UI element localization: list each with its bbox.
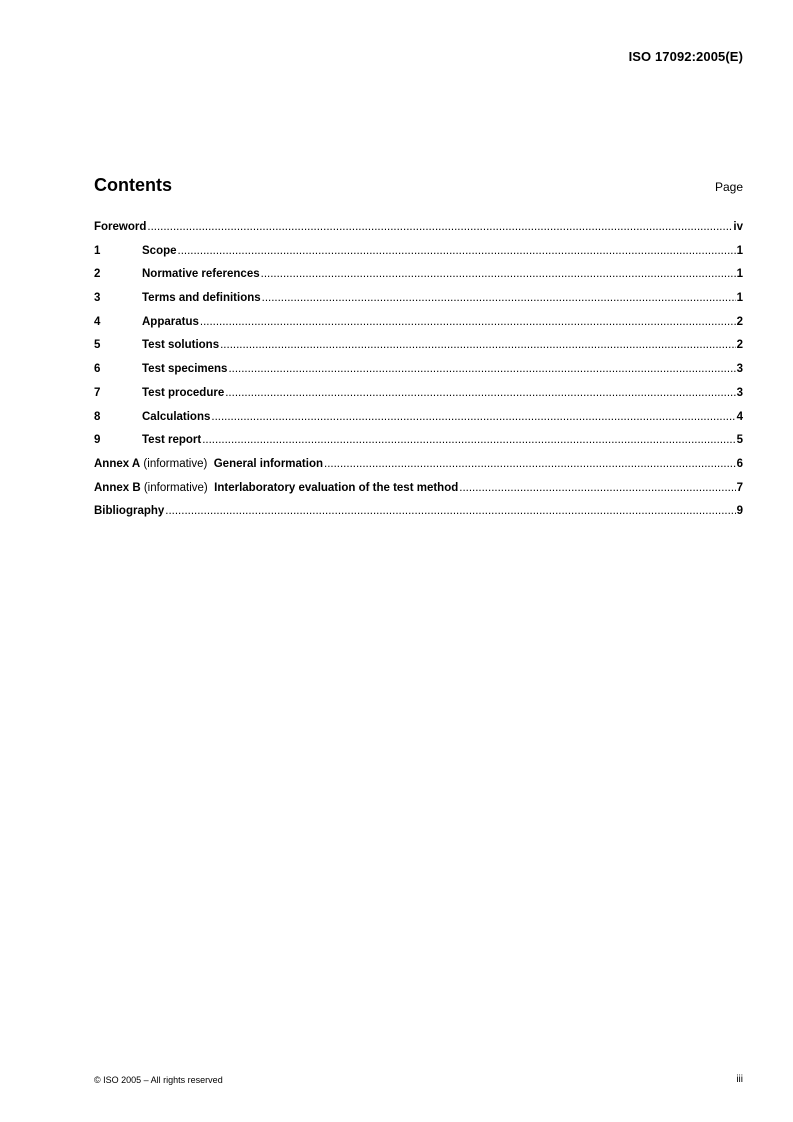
toc-entry-title bbox=[94, 458, 323, 470]
document-id: ISO 17092:2005(E) bbox=[628, 49, 743, 64]
toc-entry-title: Bibliography bbox=[94, 505, 165, 518]
toc-entry-page: 1 bbox=[736, 268, 743, 281]
toc-entry-page: 5 bbox=[736, 434, 743, 447]
annex-title: General information bbox=[213, 457, 324, 470]
toc-entry-page: 6 bbox=[736, 457, 743, 470]
annex-label: Annex B bbox=[94, 481, 141, 494]
toc-leader-dots bbox=[228, 363, 735, 375]
toc-entry-title: Apparatus bbox=[142, 315, 199, 328]
page-column-label: Page bbox=[714, 180, 743, 194]
toc-entry-title: Test specimens bbox=[142, 363, 228, 376]
toc-entry-normative-references[interactable] bbox=[94, 268, 743, 292]
toc-entry-test-solutions[interactable] bbox=[94, 339, 743, 363]
toc-entry-page: iv bbox=[733, 221, 743, 233]
toc-entry-number: 2 bbox=[94, 268, 101, 281]
toc-entry-page: 7 bbox=[736, 481, 743, 494]
toc-entry-title: Test solutions bbox=[142, 339, 220, 352]
toc-leader-dots bbox=[459, 482, 735, 494]
toc-leader-dots bbox=[261, 268, 736, 280]
toc-entry-test-report[interactable] bbox=[94, 434, 743, 458]
toc-entry-bibliography[interactable] bbox=[94, 505, 743, 529]
toc-entry-number: 5 bbox=[94, 339, 101, 352]
toc-entry-title bbox=[94, 482, 458, 494]
toc-entry-title: Terms and definitions bbox=[142, 292, 261, 305]
table-of-contents bbox=[94, 221, 743, 529]
annex-label: Annex A bbox=[94, 457, 141, 470]
toc-entry-calculations[interactable] bbox=[94, 411, 743, 435]
toc-entry-foreword[interactable] bbox=[94, 221, 743, 245]
toc-entry-number: 1 bbox=[94, 244, 101, 257]
toc-leader-dots bbox=[165, 505, 735, 517]
toc-entry-apparatus[interactable] bbox=[94, 316, 743, 340]
annex-type: (informative) bbox=[140, 481, 215, 494]
toc-entry-terms-and-definitions[interactable] bbox=[94, 292, 743, 316]
toc-entry-title: Test report bbox=[142, 434, 202, 447]
toc-leader-dots bbox=[147, 221, 732, 233]
toc-entry-page: 1 bbox=[736, 292, 743, 305]
toc-entry-title: Normative references bbox=[142, 268, 260, 281]
toc-entry-title: Scope bbox=[142, 244, 177, 257]
toc-entry-scope[interactable] bbox=[94, 245, 743, 269]
toc-leader-dots bbox=[178, 245, 736, 257]
toc-entry-number: 3 bbox=[94, 292, 101, 305]
toc-entry-test-procedure[interactable] bbox=[94, 387, 743, 411]
toc-entry-number: 7 bbox=[94, 386, 101, 399]
toc-entry-page: 9 bbox=[736, 505, 743, 518]
toc-entry-title: Test procedure bbox=[142, 386, 225, 399]
toc-leader-dots bbox=[200, 316, 736, 328]
toc-leader-dots bbox=[202, 434, 735, 446]
toc-entry-page: 3 bbox=[736, 363, 743, 376]
toc-entry-page: 1 bbox=[736, 244, 743, 257]
toc-leader-dots bbox=[211, 411, 735, 423]
copyright-notice: © ISO 2005 – All rights reserved bbox=[94, 1075, 223, 1085]
toc-leader-dots bbox=[225, 387, 735, 399]
toc-entry-page: 4 bbox=[736, 410, 743, 423]
toc-entry-number: 6 bbox=[94, 363, 101, 376]
toc-leader-dots bbox=[262, 292, 736, 304]
toc-entry-number: 9 bbox=[94, 434, 101, 447]
annex-title: Interlaboratory evaluation of the test method bbox=[214, 481, 459, 494]
toc-entry-title: Foreword bbox=[94, 221, 147, 233]
annex-type: (informative) bbox=[140, 457, 214, 470]
toc-entry-page: 2 bbox=[736, 315, 743, 328]
toc-leader-dots bbox=[324, 458, 736, 470]
toc-leader-dots bbox=[220, 339, 735, 351]
toc-entry-number: 8 bbox=[94, 410, 101, 423]
toc-entry-page: 3 bbox=[736, 386, 743, 399]
contents-heading: Contents bbox=[94, 175, 172, 195]
toc-entry-annex-b[interactable] bbox=[94, 482, 743, 506]
toc-entry-page: 2 bbox=[736, 339, 743, 352]
toc-entry-annex-a[interactable] bbox=[94, 458, 743, 482]
toc-entry-number: 4 bbox=[94, 315, 101, 328]
page-number: iii bbox=[736, 1074, 743, 1085]
toc-entry-test-specimens[interactable] bbox=[94, 363, 743, 387]
toc-entry-title: Calculations bbox=[142, 410, 211, 423]
